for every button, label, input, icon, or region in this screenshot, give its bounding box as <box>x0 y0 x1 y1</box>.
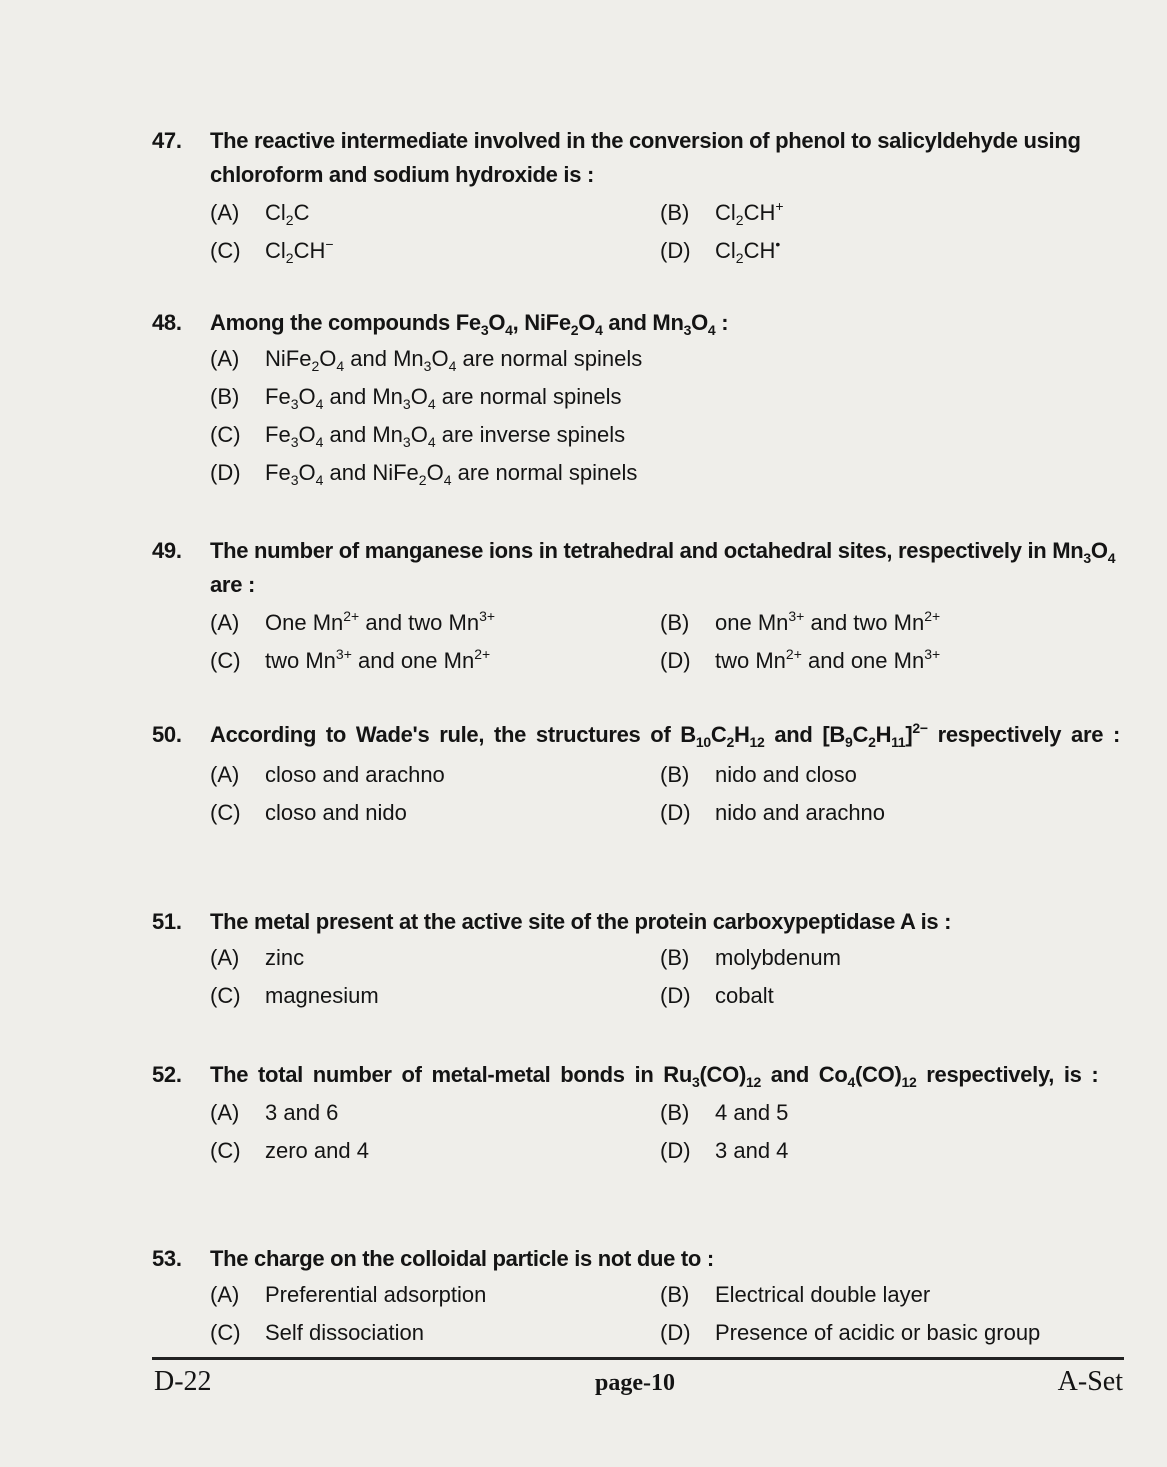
page-number: page-10 <box>595 1370 675 1396</box>
question-number: 53. <box>152 1246 182 1271</box>
option-b: (B) Electrical double layer <box>660 1282 931 1307</box>
question-stem: The metal present at the active site of the protein carboxypeptidase A is : <box>210 909 952 934</box>
question-stem: The reactive intermediate involved in the conversion of phenol to salicyldehyde using chloroform and sodium hydroxide is : <box>210 128 1081 187</box>
question-number: 51. <box>152 909 182 934</box>
question-number: 47. <box>152 128 182 153</box>
option-c: (C) $Cl_2CH^-$ <box>210 236 334 266</box>
option-a: (A) Preferential adsorption <box>210 1282 487 1307</box>
option-d: (D) 3 and 4 <box>660 1138 789 1163</box>
question-stem: The total number of metal-metal bonds in $Ru_3(CO)_{12}$ and $Co_4(CO)_{12}$ respectively, is : <box>210 1062 1099 1090</box>
option-d: (D) Presence of acidic or basic group <box>660 1320 1041 1345</box>
question-number: 49. <box>152 538 182 563</box>
footer-code: D-22 <box>154 1366 212 1397</box>
option-a: (A) zinc <box>210 945 305 970</box>
option-b: (B) $Cl_2CH^+$ <box>660 198 784 228</box>
option-a: (A) closo and arachno <box>210 762 445 787</box>
option-c: (C) zero and 4 <box>210 1138 369 1163</box>
question-51 <box>152 905 1132 1015</box>
option-a: (A) 3 and 6 <box>210 1100 339 1125</box>
question-53 <box>152 1242 1132 1352</box>
option-d: (D) $Cl_2CH^•$ <box>660 236 781 266</box>
question-52 <box>152 1058 1132 1170</box>
question-47 <box>152 124 1132 270</box>
option-d: (D) two $Mn^{2+}$ and one $Mn^{3+}$ <box>660 646 941 673</box>
option-a: (A) One $Mn^{2+}$ and two $Mn^{3+}$ <box>210 608 496 635</box>
option-c: (C) two $Mn^{3+}$ and one $Mn^{2+}$ <box>210 646 491 673</box>
question-stem: The number of manganese ions in tetrahedral and octahedral sites, respectively in $Mn_3O_4$ are : <box>210 538 1116 597</box>
question-stem: The charge on the colloidal particle is not due to : <box>210 1246 714 1271</box>
question-50 <box>152 718 1132 832</box>
option-b: (B) one $Mn^{3+}$ and two $Mn^{2+}$ <box>660 608 941 635</box>
option-d: (D) nido and arachno <box>660 800 886 825</box>
option-d: (D) cobalt <box>660 983 774 1008</box>
footer-divider <box>152 1357 1124 1360</box>
question-stem: According to Wade's rule, the structures of $B_{10}C_2H_{12}$ and $[B_9C_2H_{11}]^{2-}$ respectively are : <box>210 720 1120 750</box>
option-b: (B) molybdenum <box>660 945 841 970</box>
option-b: (B) 4 and 5 <box>660 1100 789 1125</box>
option-c: (C) magnesium <box>210 983 379 1008</box>
option-c: (C) closo and nido <box>210 800 407 825</box>
question-number: 52. <box>152 1062 182 1087</box>
option-c: (C) $Fe_3O_4$ and $Mn_3O_4$ are inverse spinels <box>210 422 626 450</box>
question-48 <box>152 306 1132 492</box>
option-b: (B) $Fe_3O_4$ and $Mn_3O_4$ are normal spinels <box>210 384 622 412</box>
option-d: (D) $Fe_3O_4$ and $NiFe_2O_4$ are normal spinels <box>210 460 638 488</box>
question-number: 50. <box>152 722 182 747</box>
option-a: (A) $NiFe_2O_4$ and $Mn_3O_4$ are normal spinels <box>210 346 643 374</box>
question-number: 48. <box>152 310 182 335</box>
footer-set: A-Set <box>1057 1366 1123 1397</box>
question-stem: Among the compounds $Fe_3O_4$, $NiFe_2O_4$ and $Mn_3O_4$ : <box>210 310 729 338</box>
option-b: (B) nido and closo <box>660 762 857 787</box>
option-a: (A) $Cl_2C$ <box>210 200 310 228</box>
option-c: (C) Self dissociation <box>210 1320 424 1345</box>
question-49 <box>152 534 1132 680</box>
